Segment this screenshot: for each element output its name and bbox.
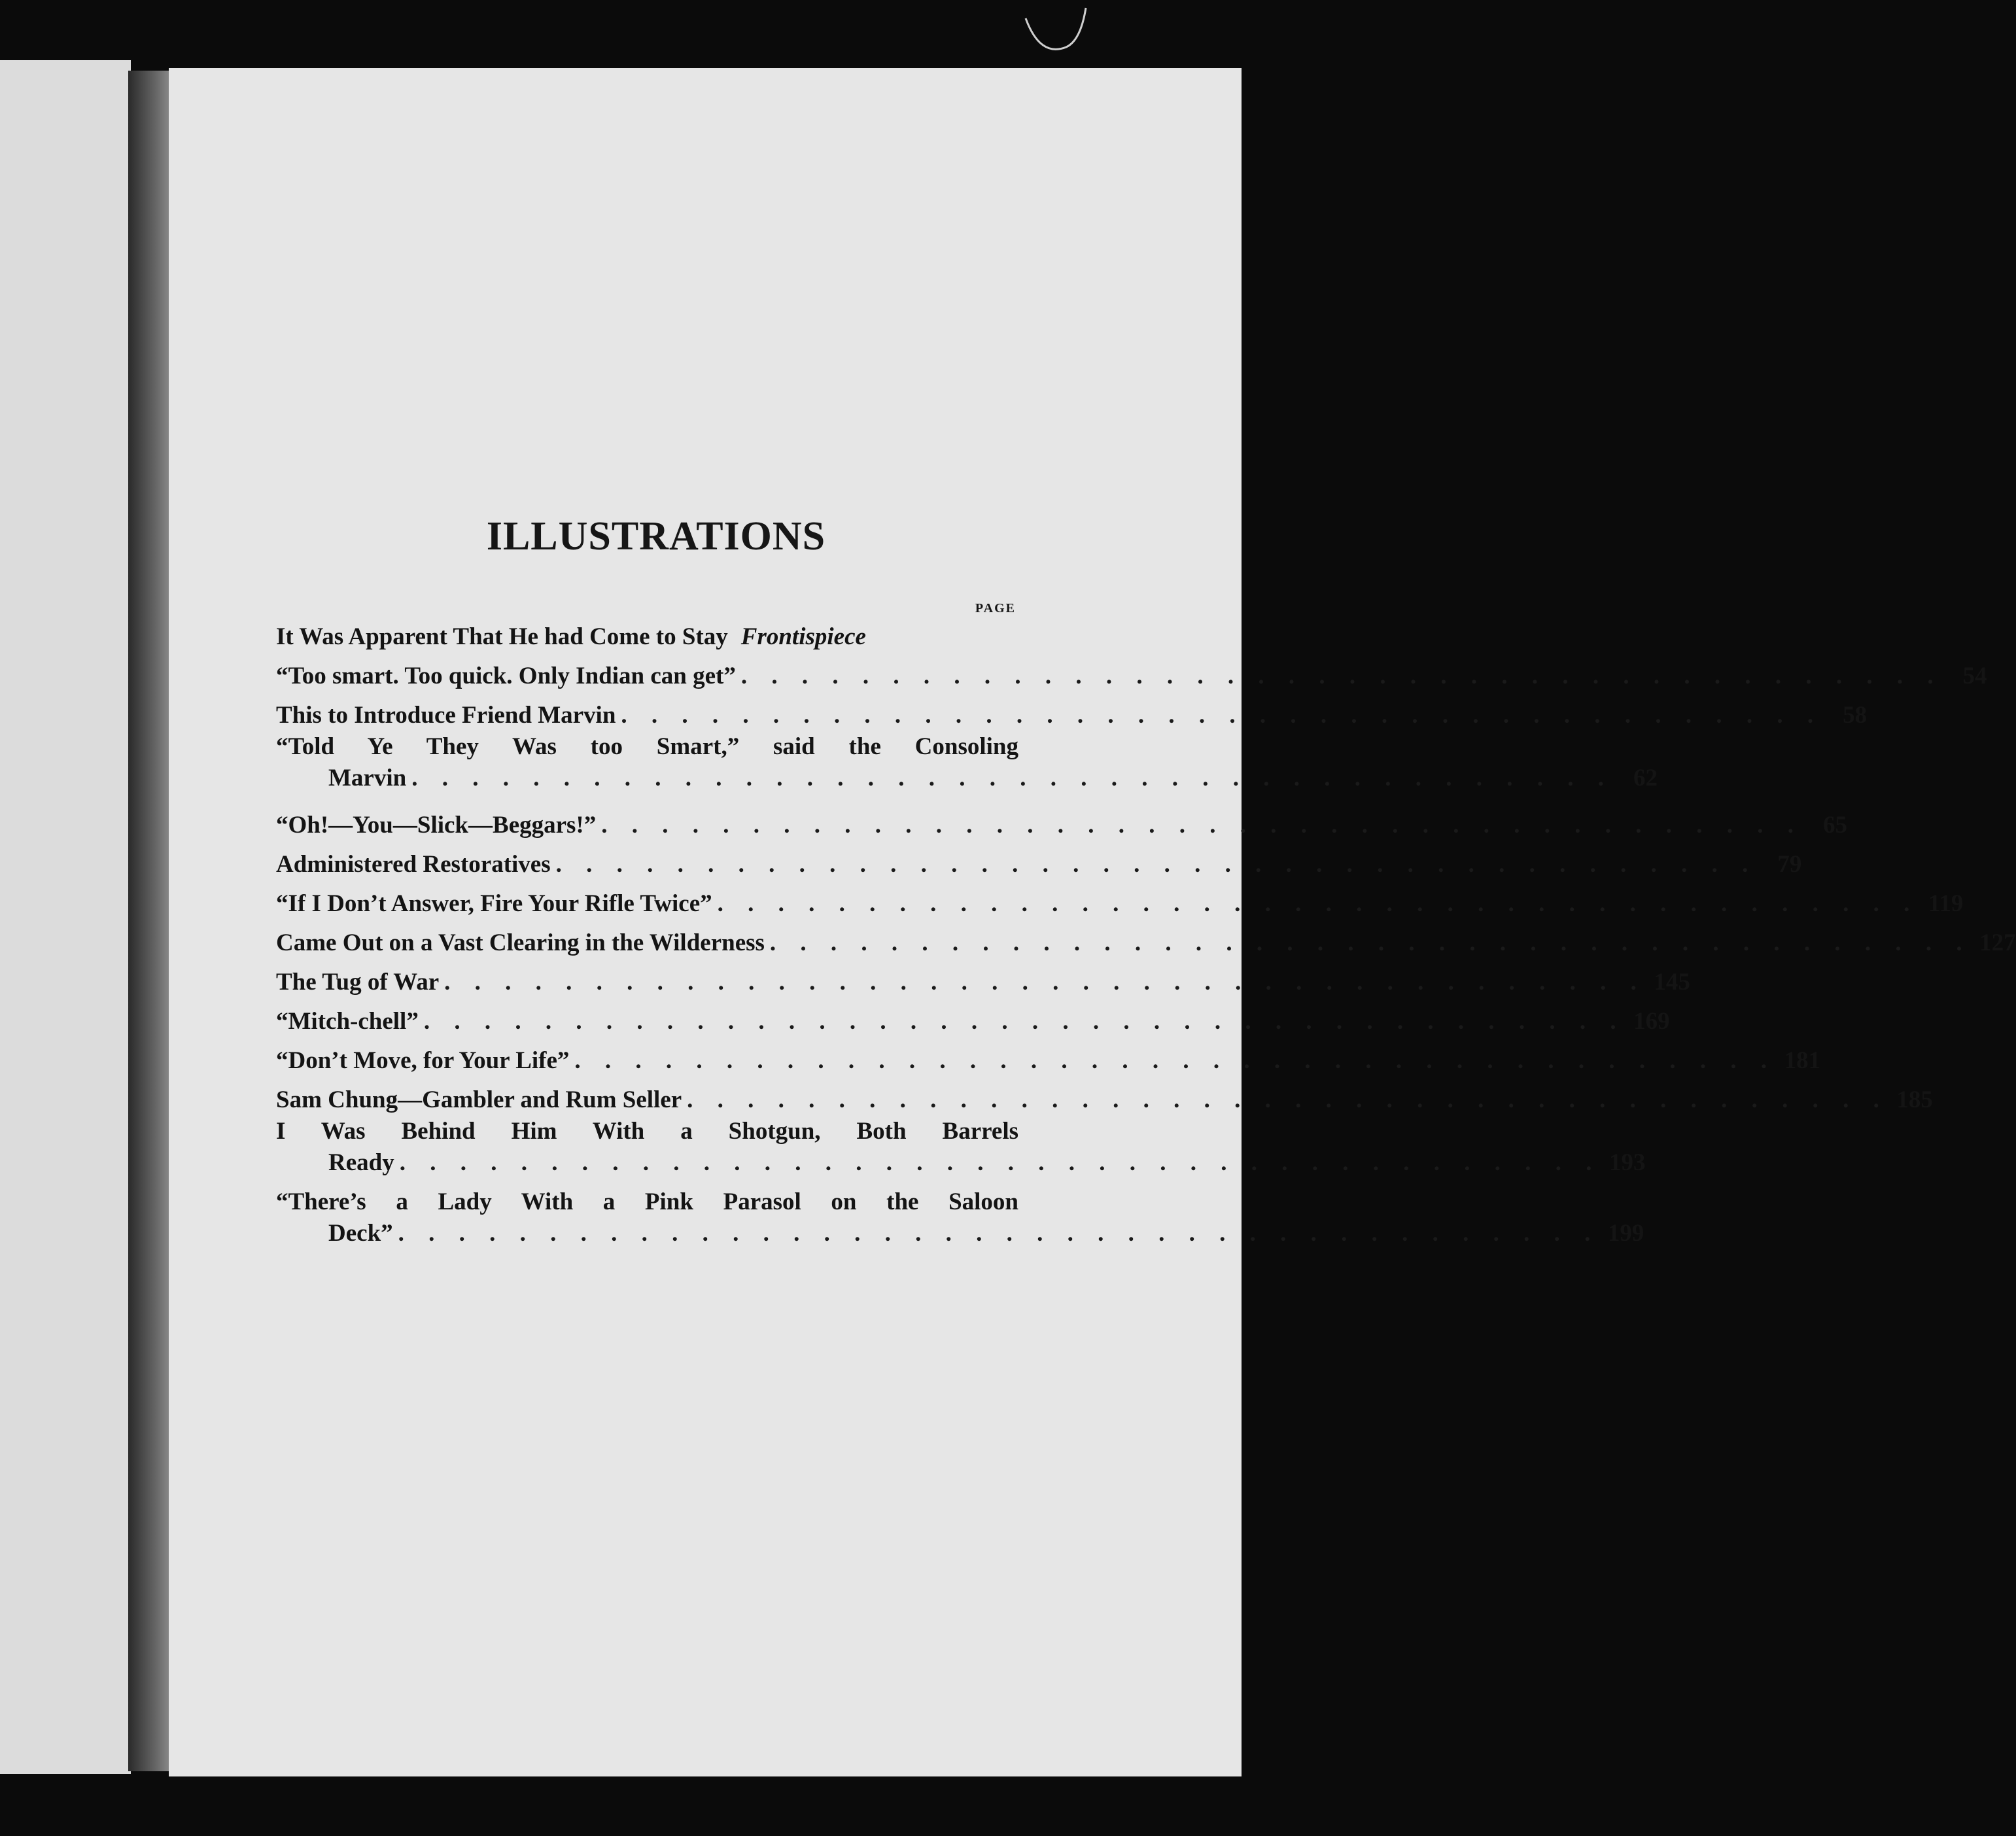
dot-leader: . . . . . . . . . . . . . . . . . . . . . . . . . . . . . . . . . . . . . . . . — [411, 765, 1613, 791]
dot-leader: . . . . . . . . . . . . . . . . . . . . . . . . . . . . . . . . . . . . . . . . — [769, 929, 1972, 956]
entry-title: Administered Restoratives — [276, 851, 551, 878]
list-item — [276, 880, 1964, 920]
entry-page: 62 — [1633, 765, 1658, 791]
entry-title: Sam Chung—Gambler and Rum Seller — [276, 1086, 682, 1113]
entry-title-continuation: Marvin — [328, 765, 407, 791]
dot-leader: . . . . . . . . . . . . . . . . . . . . . . . . . . . . . . . . . . . . . . . . — [687, 1086, 1888, 1113]
entry-page: 145 — [1654, 969, 1690, 996]
entry-title-continuation: Deck” — [328, 1220, 393, 1247]
entry-page: 79 — [1777, 851, 1802, 878]
entry-title: Came Out on a Vast Clearing in the Wilderness — [276, 929, 765, 956]
entry-title: “There’s a Lady With a Pink Parasol on the Saloon — [276, 1188, 1018, 1215]
dot-leader: . . . . . . . . . . . . . . . . . . . . . . . . . . . . . . . . . . . . . . . . — [555, 851, 1758, 878]
entry-title-continuation: Ready — [328, 1149, 394, 1176]
entry-title: “Too smart. Too quick. Only Indian can get” — [276, 663, 736, 689]
entry-title: “Told Ye They Was too Smart,” said the Consoling — [276, 733, 1018, 760]
list-item — [276, 998, 1670, 1037]
list-item — [276, 920, 2016, 959]
page-column-label: PAGE — [975, 601, 1016, 615]
list-item — [276, 1037, 1821, 1077]
page-title: ILLUSTRATIONS — [486, 514, 826, 559]
dot-leader: . . . . . . . . . . . . . . . . . . . . . . . . . . . . . . . . . . . . . . . . — [740, 663, 1943, 689]
list-item — [276, 614, 1018, 653]
entry-title: “If I Don’t Answer, Fire Your Rifle Twice” — [276, 890, 712, 917]
entry-title: This to Introduce Friend Marvin — [276, 702, 616, 729]
list-item — [276, 959, 1690, 998]
entry-page: Frontispiece — [740, 623, 866, 650]
dot-leader: . . . . . . . . . . . . . . . . . . . . . . . . . . . . . . . . . . . . . . . . — [717, 890, 1919, 917]
entry-page: 127 — [1979, 929, 2016, 956]
entry-page: 65 — [1823, 812, 1848, 839]
list-item — [276, 731, 1658, 802]
dot-leader: . . . . . . . . . . . . . . . . . . . . . . . . . . . . . . . . . . . . . . . . — [621, 702, 1823, 729]
book-gutter — [128, 71, 170, 1771]
list-item — [276, 1116, 1646, 1186]
entry-page: 193 — [1608, 1149, 1646, 1176]
scan-mark — [1020, 0, 1092, 59]
entry-title: The Tug of War — [276, 969, 440, 996]
entry-title: “Mitch-chell” — [276, 1008, 419, 1035]
dot-leader: . . . . . . . . . . . . . . . . . . . . . . . . . . . . . . . . . . . . . . . . — [423, 1008, 1625, 1035]
list-item — [276, 802, 1848, 841]
entry-title: I Was Behind Him With a Shotgun, Both Barrels — [276, 1118, 1018, 1145]
dot-leader: . . . . . . . . . . . . . . . . . . . . . . . . . . . . . . . . . . . . . . . . — [444, 969, 1646, 996]
entry-title: It Was Apparent That He had Come to Stay — [276, 623, 728, 650]
list-item — [276, 653, 1987, 692]
list-item — [276, 1077, 1933, 1116]
entry-page: 181 — [1784, 1047, 1821, 1074]
entry-page: 54 — [1962, 663, 1987, 689]
dot-leader: . . . . . . . . . . . . . . . . . . . . . . . . . . . . . . . . . . . . . . . . — [601, 812, 1803, 839]
entry-page: 185 — [1896, 1086, 1933, 1113]
entry-page: 169 — [1633, 1008, 1670, 1035]
dot-leader: . . . . . . . . . . . . . . . . . . . . . . . . . . . . . . . . . . . . . . . . — [399, 1149, 1601, 1176]
dot-leader: . . . . . . . . . . . . . . . . . . . . . . . . . . . . . . . . . . . . . . . . — [398, 1220, 1600, 1247]
entry-page: 199 — [1607, 1220, 1644, 1247]
list-item — [276, 692, 1868, 731]
entry-title: “Don’t Move, for Your Life” — [276, 1047, 570, 1074]
facing-page — [0, 60, 131, 1774]
list-item — [276, 841, 1802, 880]
entry-page: 58 — [1843, 702, 1868, 729]
illustrations-list — [276, 601, 2016, 1257]
entry-title: “Oh!—You—Slick—Beggars!” — [276, 812, 597, 839]
dot-leader: . . . . . . . . . . . . . . . . . . . . . . . . . . . . . . . . . . . . . . . . — [574, 1047, 1777, 1074]
list-item — [276, 1186, 1644, 1257]
entry-page: 119 — [1928, 890, 1964, 917]
